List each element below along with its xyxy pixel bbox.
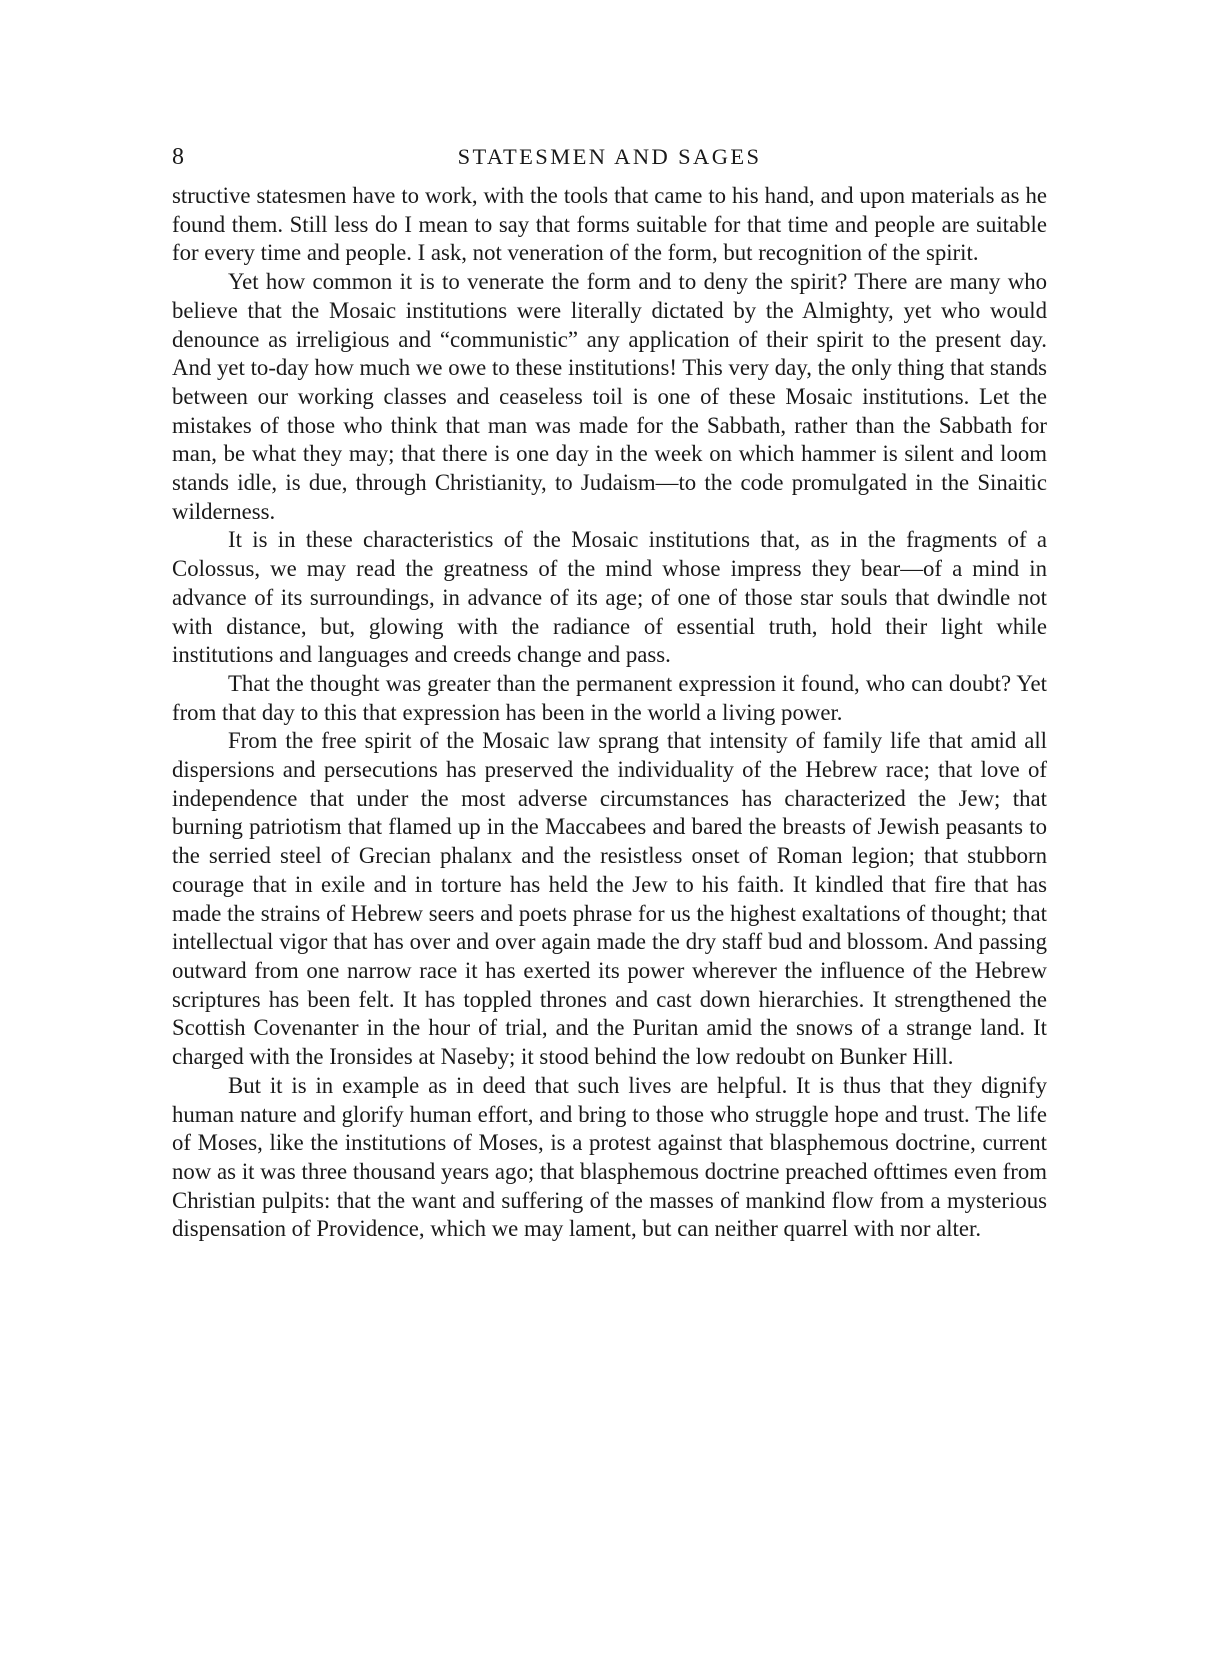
paragraph: It is in these characteristics of the Mosaic institutions that, as in the fragments of a Colossus, we may read the greatness of the mind whose impress they bear—of a mind in advance of its surroundings, in advance of its age; of one of those star souls that dwindle not with distance, but, glowing with the radiance of essential truth, hold their light while institutions and languages and creeds change and pass.: [172, 527, 1047, 668]
paragraph: That the thought was greater than the permanent expression it found, who can doubt? Yet from that day to this that expression has been in the world a living power.: [172, 670, 1047, 725]
paragraph: Yet how common it is to venerate the form and to deny the spirit? There are many who believe that the Mosaic institutions were literally dictated by the Almighty, yet who would denounce as irreligious and “communistic” any application of their spirit to the present day. And yet to-day how much we owe to these institutions! This very day, the only thing that stands between our working classes and ceaseless toil is one of these Mosaic institutions. Let the mistakes of those who think that man was made for the Sabbath, rather than the Sabbath for man, be what they may; that there is one day in the week on which hammer is silent and loom stands idle, is due, through Christianity, to Judaism—to the code promulgated in the Sinaitic wilderness.: [172, 269, 1047, 524]
paragraph: From the free spirit of the Mosaic law sprang that intensity of family life that amid all dispersions and persecutions has preserved the individuality of the Hebrew race; that love of independence that under the most adverse circumstances has characterized the Jew; that burning patriotism that flamed up in the Maccabees and bared the breasts of Jewish peasants to the serried steel of Grecian phalanx and the resistless onset of Roman legion; that stubborn courage that in exile and in torture has held the Jew to his faith. It kindled that fire that has made the strains of Hebrew seers and poets phrase for us the highest exaltations of thought; that intellectual vigor that has over and over again made the dry staff bud and blossom. And passing outward from one narrow race it has exerted its power wherever the influence of the Hebrew scriptures has been felt. It has toppled thrones and cast down hierarchies. It strengthened the Scottish Covenanter in the hour of trial, and the Puritan amid the snows of a strange land. It charged with the Ironsides at Naseby; it stood behind the low redoubt on Bunker Hill.: [172, 728, 1047, 1070]
running-head: [172, 140, 1047, 174]
paragraph-continuation: structive statesmen have to work, with the tools that came to his hand, and upon materials as he found them. Still less do I mean to say that forms suitable for that time and people are suitable for every time and people. I ask, not veneration of the form, but recognition of the spirit.: [172, 183, 1047, 266]
page-number: 8: [172, 144, 184, 170]
book-page: [172, 140, 1047, 1244]
running-title: STATESMEN AND SAGES: [457, 144, 762, 169]
body-text: [172, 182, 1047, 1244]
paragraph: But it is in example as in deed that such lives are helpful. It is thus that they dignify human nature and glorify human effort, and bring to those who struggle hope and trust. The life of Moses, like the institutions of Moses, is a protest against that blasphemous doctrine, current now as it was three thousand years ago; that blasphemous doctrine preached ofttimes even from Christian pulpits: that the want and suffering of the masses of mankind flow from a mysterious dispensation of Providence, which we may lament, but can neither quarrel with nor alter.: [172, 1072, 1047, 1242]
